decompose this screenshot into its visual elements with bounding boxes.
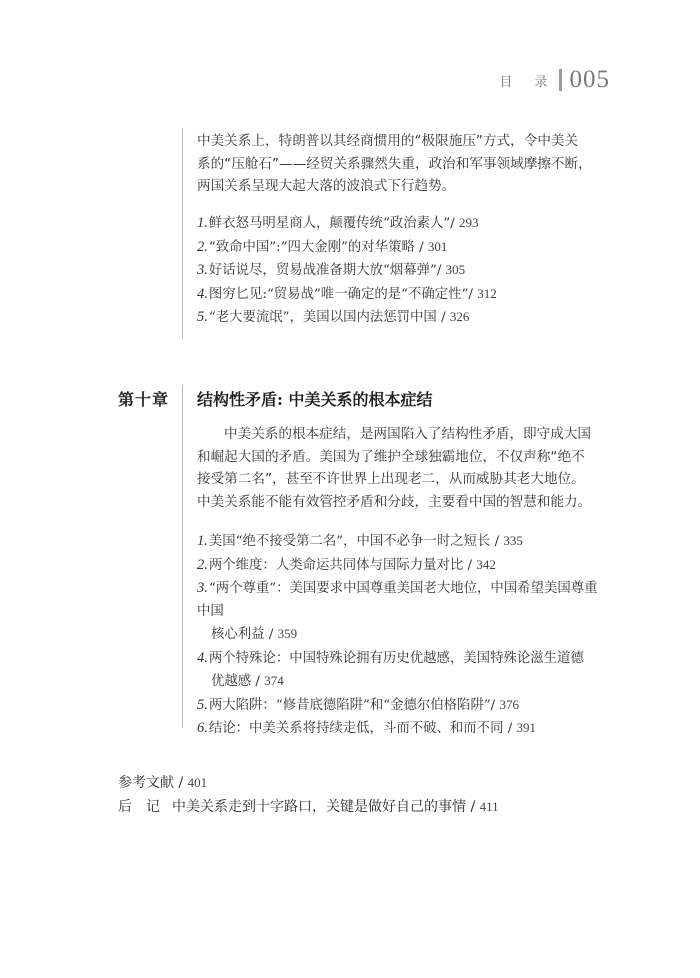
toc-entry[interactable]: 4.图穷匕见:“贸易战”唯一确定的是“不确定性”/ 312	[197, 285, 497, 302]
running-header	[499, 66, 610, 94]
section-intro	[197, 130, 601, 198]
chapter-title[interactable]: 结构性矛盾: 中美关系的根本症结	[197, 390, 433, 409]
afterword-label: 后 记	[118, 799, 160, 815]
chapter-label: 第十章	[118, 390, 170, 409]
toc-entry[interactable]: 5.“老大要流氓”，美国以国内法惩罚中国 / 326	[197, 309, 470, 325]
toc-entry[interactable]: 6.结论：中美关系将持续走低，斗而不破、和而不同 / 391	[197, 720, 536, 736]
chapter-ten-section	[182, 385, 603, 736]
intro-line: 和崛起大国的矛盾。美国为了维护全球独霸地位，不仅声称“绝不	[197, 448, 585, 465]
chapter-list	[197, 530, 607, 741]
toc-entry[interactable]: 1.美国“绝不接受第二名”，中国不必争一时之短长 / 335	[197, 533, 523, 549]
intro-line: 系的“压舱石”——经贸关系骤然失重，政治和军事领域摩擦不断，	[197, 155, 592, 172]
section-list	[197, 212, 607, 330]
header-label: 目 录	[499, 74, 557, 90]
toc-entry[interactable]: 2.两个维度：人类命运共同体与国际力量对比 / 342	[197, 556, 496, 573]
references-entry[interactable]: 参考文献 / 401	[118, 775, 208, 791]
toc-entry[interactable]: 4.两个特殊论：中国特殊论拥有历史优越感，美国特殊论滋生道德	[197, 649, 584, 666]
toc-entry[interactable]: 3.“两个尊重”：美国要求中国尊重美国老大地位，中国希望美国尊重中国	[197, 580, 598, 619]
chapter-intro	[197, 423, 601, 513]
intro-line: 两国关系呈现大起大落的波浪式下行趋势。	[197, 178, 456, 194]
previous-chapter-section	[182, 128, 603, 338]
toc-entry-continued[interactable]: 核心利益 / 359	[211, 626, 298, 642]
toc-entry[interactable]: 5.两大陷阱：“修昔底德陷阱”和“金德尔伯格陷阱”/ 376	[197, 696, 519, 713]
toc-entry[interactable]: 3.好话说尽，贸易战准备期大放“烟幕弹”/ 305	[197, 262, 466, 278]
intro-line: 中美关系能不能有效管控矛盾和分歧，主要看中国的智慧和能力。	[197, 493, 592, 510]
toc-entry[interactable]: 2.“致命中国”:“四大金刚”的对华策略 / 301	[197, 238, 448, 255]
header-page-number: 005	[569, 66, 610, 93]
header-divider	[559, 69, 562, 91]
toc-entry[interactable]: 1.鲜衣怒马明星商人，颠覆传统“政治素人”/ 293	[197, 215, 479, 231]
toc-entry-continued[interactable]: 优越感 / 374	[211, 673, 284, 689]
intro-line: 中美关系的根本症结，是两国陷入了结构性矛盾，即守成大国	[224, 426, 592, 442]
intro-line: 中美关系上，特朗普以其经商惯用的“极限施压”方式，令中美关	[197, 133, 579, 149]
afterword-entry[interactable]: 后 记 中美关系走到十字路口，关键是做好自己的事情 / 411	[118, 799, 499, 815]
intro-line: 接受第二名”，甚至不许世界上出现老二，从而威胁其老大地位。	[197, 471, 585, 487]
